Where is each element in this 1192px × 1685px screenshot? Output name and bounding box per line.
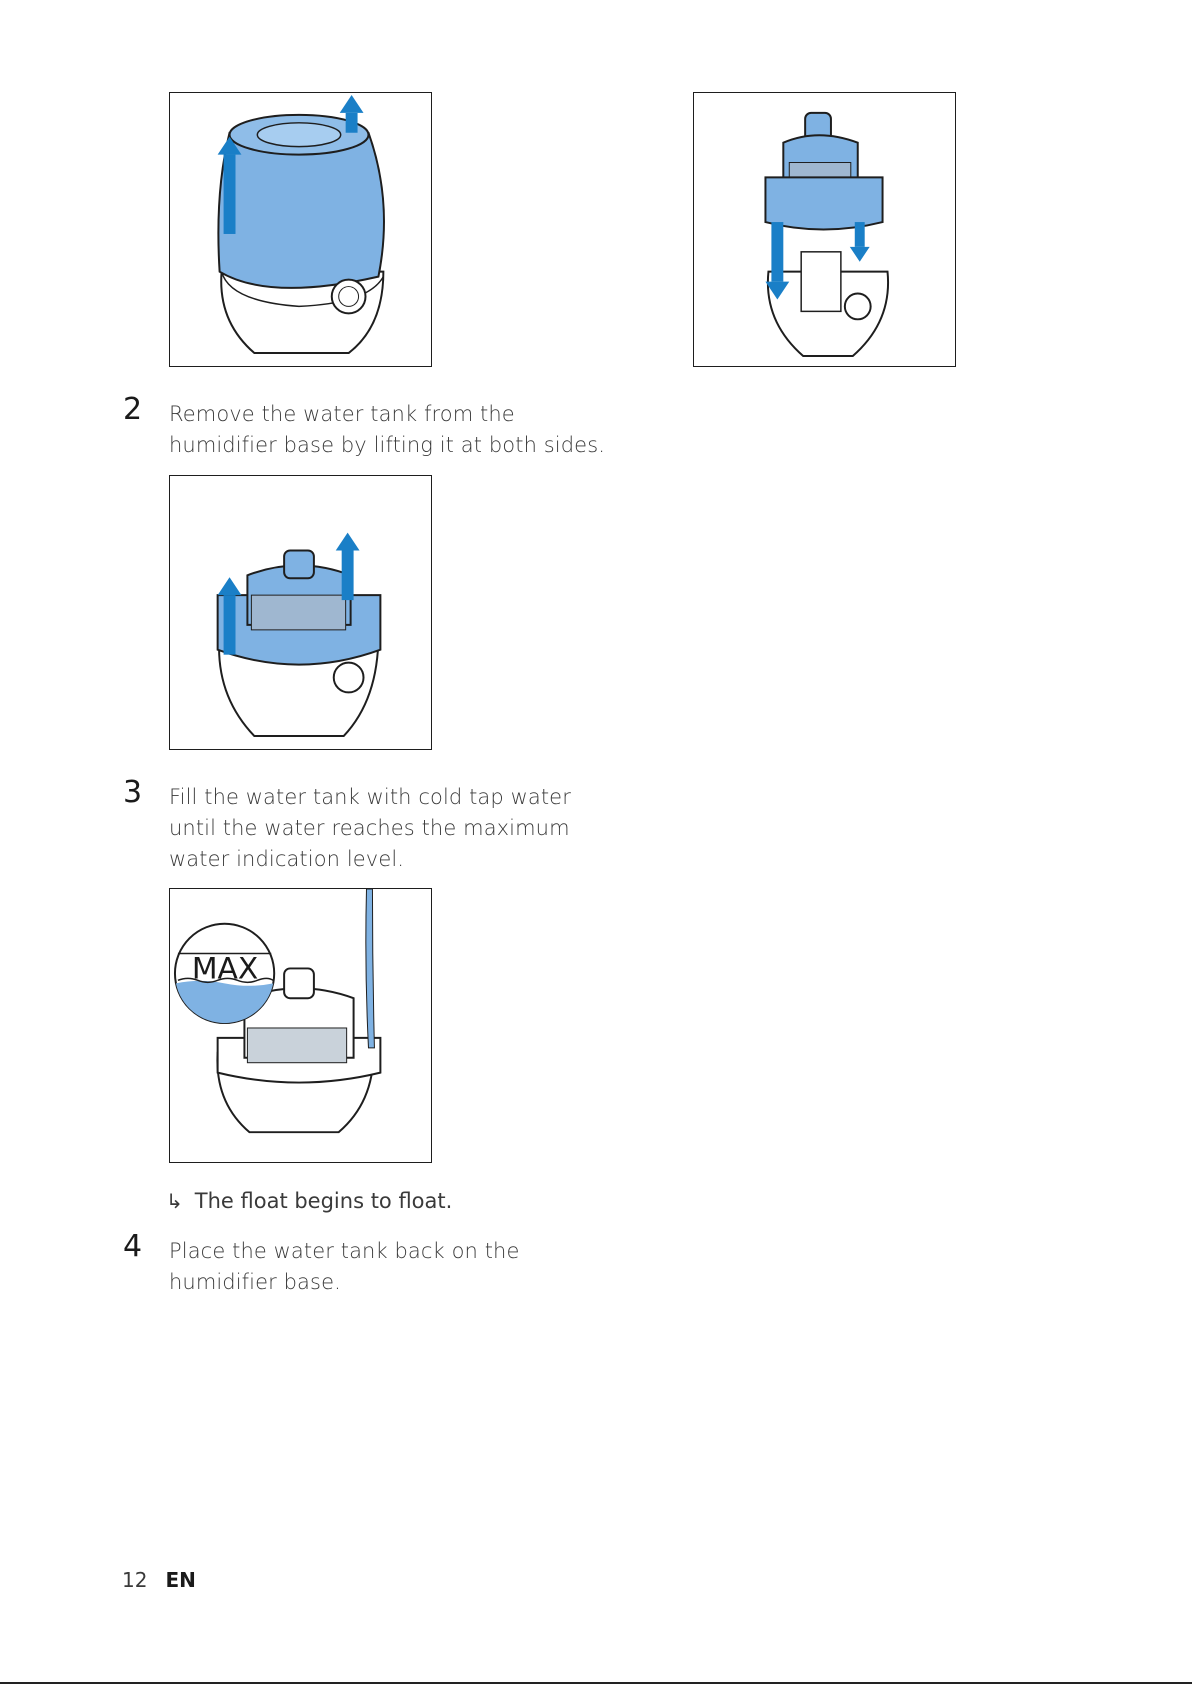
step-4-number: 4 — [123, 1229, 143, 1264]
step-4-text — [169, 1236, 519, 1298]
step-3-line-3: water indication level. — [169, 847, 405, 871]
max-label: MAX — [191, 951, 259, 987]
step-2-number: 2 — [123, 392, 143, 427]
tank-removal-illustration — [694, 93, 955, 366]
language-code: EN — [165, 1568, 196, 1592]
step-4-line-1: Place the water tank back on the — [169, 1239, 520, 1263]
step-2-line-2: humidifier base by lifting it at both sides. — [169, 433, 606, 457]
figure-lift-tank — [169, 92, 432, 367]
result-text: The float begins to float. — [194, 1189, 453, 1213]
page-footer — [122, 1568, 196, 1592]
humidifier-lift-illustration — [170, 93, 431, 366]
step-2-text — [169, 399, 605, 461]
result-arrow-icon: ↳ — [166, 1189, 183, 1213]
page-number: 12 — [122, 1568, 148, 1592]
figure-lift-tray — [169, 475, 432, 750]
bottom-divider — [0, 1682, 1192, 1684]
step-3-line-1: Fill the water tank with cold tap water — [169, 785, 571, 809]
step-3-number: 3 — [123, 775, 143, 810]
tray-lift-illustration — [170, 476, 431, 749]
figure-tank-removed — [693, 92, 956, 367]
step-3-line-2: until the water reaches the maximum — [169, 816, 570, 840]
figure-fill-max — [169, 888, 432, 1163]
step-2-line-1: Remove the water tank from the — [169, 402, 515, 426]
step-3-text — [169, 782, 571, 875]
result-line — [166, 1189, 452, 1213]
step-4-line-2: humidifier base. — [169, 1270, 341, 1294]
fill-water-illustration — [170, 889, 431, 1162]
